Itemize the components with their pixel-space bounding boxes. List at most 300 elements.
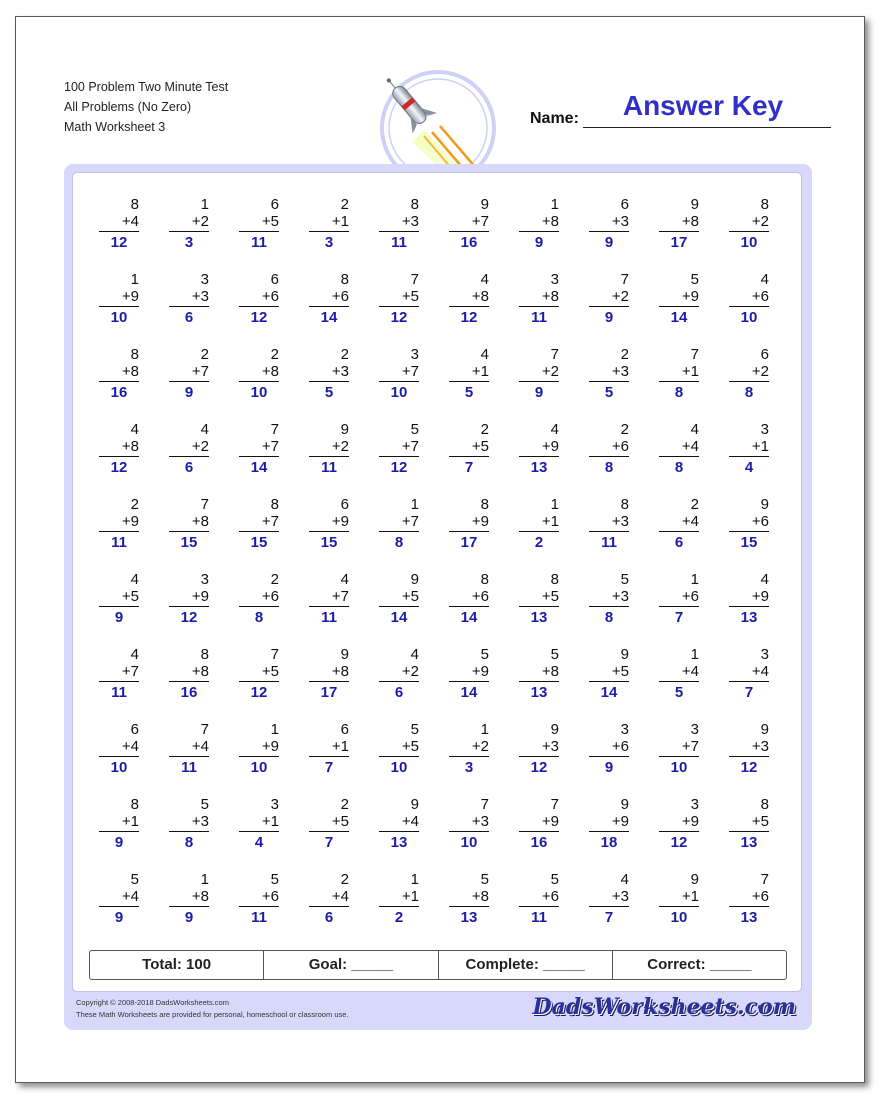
problem — [169, 196, 209, 251]
problem — [99, 196, 139, 251]
problem-top-number: 1 — [550, 196, 559, 213]
problem-top-number: 2 — [340, 196, 349, 213]
problem-top-number: 3 — [410, 346, 419, 363]
problem-top-number: 5 — [480, 871, 489, 888]
problem — [659, 421, 699, 476]
problem-top-number: 9 — [690, 196, 699, 213]
problem-top-number: 6 — [760, 346, 769, 363]
problem — [729, 646, 769, 701]
problem-answer: 12 — [390, 309, 408, 326]
problem-answer: 12 — [390, 459, 408, 476]
problem-answer: 11 — [111, 684, 127, 701]
problem-bottom-number: +3 — [589, 588, 629, 607]
problem-top-number: 2 — [270, 571, 279, 588]
problem — [519, 196, 559, 251]
problem — [309, 346, 349, 401]
problem-answer: 12 — [740, 759, 758, 776]
problem — [379, 346, 419, 401]
problem-answer: 5 — [674, 684, 684, 701]
problem-bottom-number: +3 — [729, 738, 769, 757]
problem-bottom-number: +7 — [449, 213, 489, 232]
problem-bottom-number: +4 — [309, 888, 349, 907]
problem-top-number: 6 — [270, 271, 279, 288]
problem-answer: 9 — [114, 609, 124, 626]
problem-top-number: 3 — [550, 271, 559, 288]
problem — [519, 421, 559, 476]
problem — [379, 721, 419, 776]
problem — [589, 571, 629, 626]
problem-answer: 7 — [324, 834, 334, 851]
problem-top-number: 4 — [130, 571, 139, 588]
problem — [309, 721, 349, 776]
problem — [659, 496, 699, 551]
problem — [239, 421, 279, 476]
problem — [169, 496, 209, 551]
dadsworksheets-logo: DadsWorksheets.com — [532, 994, 796, 1020]
problem-top-number: 6 — [270, 196, 279, 213]
problem-top-number: 5 — [200, 796, 209, 813]
problem-answer: 16 — [530, 834, 548, 851]
problem-answer: 3 — [464, 759, 474, 776]
problem-answer: 12 — [110, 234, 128, 251]
problem-top-number: 8 — [410, 196, 419, 213]
problem-bottom-number: +2 — [519, 363, 559, 382]
problem — [169, 871, 209, 926]
problem-top-number: 6 — [130, 721, 139, 738]
problem-bottom-number: +1 — [379, 888, 419, 907]
problem-bottom-number: +6 — [729, 513, 769, 532]
problem-top-number: 4 — [200, 421, 209, 438]
problem-answer: 9 — [114, 909, 124, 926]
problem-top-number: 9 — [480, 196, 489, 213]
problem-bottom-number: +4 — [659, 513, 699, 532]
problem-answer: 10 — [250, 759, 268, 776]
problem-top-number: 8 — [550, 571, 559, 588]
problem-answer: 9 — [604, 309, 614, 326]
problem-bottom-number: +9 — [449, 663, 489, 682]
problem-answer: 13 — [390, 834, 408, 851]
problem — [449, 346, 489, 401]
problem-bottom-number: +2 — [169, 438, 209, 457]
problem-top-number: 8 — [270, 496, 279, 513]
problem-bottom-number: +8 — [519, 663, 559, 682]
problem — [449, 646, 489, 701]
problem-answer: 6 — [184, 309, 194, 326]
problem-top-number: 2 — [270, 346, 279, 363]
problem-answer: 2 — [394, 909, 404, 926]
problem-answer: 11 — [531, 909, 547, 926]
problem — [99, 646, 139, 701]
problem-answer: 14 — [320, 309, 338, 326]
problem-top-number: 8 — [480, 571, 489, 588]
problem-top-number: 4 — [410, 646, 419, 663]
problem-bottom-number: +8 — [449, 888, 489, 907]
problem — [239, 571, 279, 626]
problem-top-number: 9 — [550, 721, 559, 738]
problem-bottom-number: +9 — [449, 513, 489, 532]
problem-bottom-number: +6 — [659, 588, 699, 607]
problem-answer: 9 — [534, 384, 544, 401]
problem-bottom-number: +9 — [99, 513, 139, 532]
problem-bottom-number: +4 — [659, 438, 699, 457]
problem-bottom-number: +5 — [379, 588, 419, 607]
problem-bottom-number: +4 — [99, 738, 139, 757]
problem-bottom-number: +8 — [169, 513, 209, 532]
problem-bottom-number: +1 — [309, 213, 349, 232]
problem-answer: 8 — [744, 384, 754, 401]
problem-answer: 6 — [674, 534, 684, 551]
problem — [99, 571, 139, 626]
correct-cell[interactable]: Correct: _____ — [647, 956, 752, 973]
problem-bottom-number: +6 — [239, 888, 279, 907]
problem-answer: 14 — [250, 459, 268, 476]
problem-bottom-number: +4 — [379, 813, 419, 832]
problem-top-number: 3 — [200, 271, 209, 288]
problem-top-number: 7 — [200, 496, 209, 513]
problem-top-number: 1 — [690, 571, 699, 588]
problem-answer: 6 — [394, 684, 404, 701]
problem-bottom-number: +5 — [379, 288, 419, 307]
problem-bottom-number: +7 — [169, 363, 209, 382]
problem-answer: 17 — [670, 234, 688, 251]
problem-bottom-number: +8 — [659, 213, 699, 232]
problem — [519, 346, 559, 401]
problem-bottom-number: +9 — [309, 513, 349, 532]
problem-bottom-number: +5 — [379, 738, 419, 757]
problem — [519, 271, 559, 326]
problem — [449, 871, 489, 926]
problem — [239, 271, 279, 326]
problem — [99, 496, 139, 551]
problem-top-number: 4 — [130, 421, 139, 438]
problem — [659, 271, 699, 326]
problem-answer: 8 — [604, 609, 614, 626]
problem-bottom-number: +3 — [589, 363, 629, 382]
problem-top-number: 4 — [760, 571, 769, 588]
problem-bottom-number: +5 — [589, 663, 629, 682]
problem-answer: 11 — [181, 759, 197, 776]
problem-top-number: 5 — [550, 871, 559, 888]
problem-bottom-number: +1 — [519, 513, 559, 532]
problem-answer: 13 — [740, 609, 758, 626]
problem-answer: 10 — [390, 759, 408, 776]
problem-bottom-number: +7 — [99, 663, 139, 682]
problem-answer: 9 — [604, 759, 614, 776]
name-line[interactable] — [583, 127, 831, 128]
problem-bottom-number: +2 — [379, 663, 419, 682]
problem-answer: 7 — [324, 759, 334, 776]
problem-bottom-number: +3 — [379, 213, 419, 232]
problem — [379, 271, 419, 326]
problem-bottom-number: +6 — [309, 288, 349, 307]
problem-answer: 12 — [180, 609, 198, 626]
complete-cell[interactable]: Complete: _____ — [439, 951, 613, 979]
problem-top-number: 4 — [690, 421, 699, 438]
problem-top-number: 7 — [200, 721, 209, 738]
problem-top-number: 2 — [620, 346, 629, 363]
problem-bottom-number: +9 — [659, 813, 699, 832]
problem-bottom-number: +9 — [729, 588, 769, 607]
problem — [309, 271, 349, 326]
problem-answer: 9 — [534, 234, 544, 251]
problem — [729, 571, 769, 626]
problem-bottom-number: +3 — [519, 738, 559, 757]
problem-top-number: 2 — [340, 871, 349, 888]
problem-answer: 17 — [320, 684, 338, 701]
problem — [309, 196, 349, 251]
problem-answer: 15 — [740, 534, 758, 551]
problem-bottom-number: +2 — [589, 288, 629, 307]
problem-top-number: 9 — [340, 421, 349, 438]
problem-bottom-number: +7 — [239, 438, 279, 457]
worksheet-number: Math Worksheet 3 — [64, 120, 166, 134]
problem-answer: 3 — [324, 234, 334, 251]
problem — [449, 421, 489, 476]
problem-answer: 11 — [601, 534, 617, 551]
problem-top-number: 9 — [760, 721, 769, 738]
worksheet-subtitle: All Problems (No Zero) — [64, 100, 192, 114]
problem-answer: 6 — [184, 459, 194, 476]
problem-answer: 9 — [184, 909, 194, 926]
problem-top-number: 1 — [410, 496, 419, 513]
problem — [729, 346, 769, 401]
problem-top-number: 1 — [550, 496, 559, 513]
problem — [239, 346, 279, 401]
problem-answer: 15 — [180, 534, 198, 551]
problem — [449, 271, 489, 326]
problem-bottom-number: +6 — [449, 588, 489, 607]
problem — [589, 346, 629, 401]
problem — [169, 646, 209, 701]
problem-bottom-number: +3 — [309, 363, 349, 382]
problem-answer: 3 — [184, 234, 194, 251]
problem-top-number: 5 — [130, 871, 139, 888]
problem — [589, 646, 629, 701]
problem — [449, 496, 489, 551]
problem-bottom-number: +1 — [239, 813, 279, 832]
problem-answer: 12 — [460, 309, 478, 326]
worksheet-header — [64, 77, 228, 137]
problem-top-number: 7 — [550, 346, 559, 363]
problem-bottom-number: +2 — [309, 438, 349, 457]
problem-answer: 13 — [740, 834, 758, 851]
problem-answer: 14 — [390, 609, 408, 626]
problem-answer: 8 — [604, 459, 614, 476]
problem-bottom-number: +5 — [239, 663, 279, 682]
problem — [589, 271, 629, 326]
problem-bottom-number: +5 — [99, 588, 139, 607]
problem — [449, 796, 489, 851]
problem-bottom-number: +8 — [99, 363, 139, 382]
total-cell: Total: 100 — [90, 951, 264, 979]
problem-answer: 7 — [674, 609, 684, 626]
problem-answer: 5 — [464, 384, 474, 401]
problem-top-number: 2 — [340, 346, 349, 363]
problem-top-number: 4 — [620, 871, 629, 888]
problem-bottom-number: +5 — [519, 588, 559, 607]
problem — [169, 796, 209, 851]
problem — [379, 646, 419, 701]
problem-top-number: 5 — [480, 646, 489, 663]
problem-bottom-number: +1 — [449, 363, 489, 382]
problem-bottom-number: +7 — [309, 588, 349, 607]
problem-bottom-number: +7 — [659, 738, 699, 757]
problem-top-number: 1 — [200, 196, 209, 213]
problem-bottom-number: +7 — [379, 438, 419, 457]
problem-top-number: 5 — [550, 646, 559, 663]
problems-frame — [64, 164, 812, 1030]
score-summary — [89, 950, 787, 980]
problem-bottom-number: +7 — [239, 513, 279, 532]
problem-top-number: 7 — [690, 346, 699, 363]
problem — [589, 871, 629, 926]
problem — [589, 496, 629, 551]
problem — [449, 721, 489, 776]
problem — [239, 871, 279, 926]
problem-bottom-number: +8 — [169, 888, 209, 907]
problem-top-number: 7 — [270, 421, 279, 438]
problem — [379, 196, 419, 251]
problem-bottom-number: +8 — [449, 288, 489, 307]
problem-bottom-number: +5 — [309, 813, 349, 832]
problem-grid — [64, 164, 812, 944]
problem-top-number: 7 — [620, 271, 629, 288]
problem — [309, 496, 349, 551]
problem-answer: 7 — [744, 684, 754, 701]
problem — [659, 796, 699, 851]
problem — [589, 196, 629, 251]
problem-top-number: 1 — [480, 721, 489, 738]
problem — [729, 196, 769, 251]
problem-answer: 13 — [530, 684, 548, 701]
problem-top-number: 5 — [270, 871, 279, 888]
problem — [379, 796, 419, 851]
problem-answer: 14 — [460, 684, 478, 701]
problem-bottom-number: +5 — [729, 813, 769, 832]
problem-bottom-number: +6 — [729, 288, 769, 307]
problem-answer: 11 — [531, 309, 547, 326]
problem-top-number: 8 — [130, 796, 139, 813]
problem-bottom-number: +4 — [729, 663, 769, 682]
problem-top-number: 7 — [480, 796, 489, 813]
problem — [729, 496, 769, 551]
problem-top-number: 9 — [410, 571, 419, 588]
footer-text — [76, 997, 349, 1021]
problem-top-number: 1 — [200, 871, 209, 888]
problem-bottom-number: +3 — [589, 888, 629, 907]
problem-answer: 18 — [600, 834, 618, 851]
problem-bottom-number: +7 — [379, 513, 419, 532]
problem-top-number: 8 — [130, 346, 139, 363]
problem-answer: 4 — [744, 459, 754, 476]
problem-answer: 12 — [530, 759, 548, 776]
problem-answer: 15 — [250, 534, 268, 551]
problem — [239, 496, 279, 551]
problem-bottom-number: +1 — [309, 738, 349, 757]
problem-bottom-number: +8 — [99, 438, 139, 457]
problem-answer: 7 — [604, 909, 614, 926]
problem-bottom-number: +3 — [449, 813, 489, 832]
problem-top-number: 3 — [620, 721, 629, 738]
problem — [99, 796, 139, 851]
problem — [659, 346, 699, 401]
problem — [379, 571, 419, 626]
problem — [729, 721, 769, 776]
problem-top-number: 2 — [340, 796, 349, 813]
problem-bottom-number: +3 — [589, 513, 629, 532]
problem — [309, 571, 349, 626]
problem-top-number: 4 — [550, 421, 559, 438]
problem-answer: 12 — [250, 309, 268, 326]
problem — [729, 796, 769, 851]
problem — [169, 271, 209, 326]
problem-answer: 14 — [460, 609, 478, 626]
problem-top-number: 3 — [760, 646, 769, 663]
problem-top-number: 9 — [760, 496, 769, 513]
problem — [729, 421, 769, 476]
problem-answer: 11 — [391, 234, 407, 251]
problem-bottom-number: +4 — [99, 213, 139, 232]
goal-cell[interactable]: Goal: _____ — [264, 951, 438, 979]
problem — [99, 346, 139, 401]
problem-top-number: 2 — [620, 421, 629, 438]
problem-answer: 11 — [111, 534, 127, 551]
problem-top-number: 1 — [270, 721, 279, 738]
problem-bottom-number: +4 — [99, 888, 139, 907]
problem-answer: 6 — [324, 909, 334, 926]
problem-bottom-number: +3 — [169, 813, 209, 832]
problem-answer: 10 — [670, 909, 688, 926]
problem-answer: 7 — [464, 459, 474, 476]
problem — [309, 646, 349, 701]
problem — [729, 871, 769, 926]
problem-bottom-number: +3 — [589, 213, 629, 232]
problem — [589, 721, 629, 776]
problem — [169, 721, 209, 776]
problem-top-number: 3 — [760, 421, 769, 438]
problem-bottom-number: +1 — [659, 888, 699, 907]
problem-answer: 9 — [184, 384, 194, 401]
problem-answer: 11 — [321, 459, 337, 476]
problem-top-number: 8 — [620, 496, 629, 513]
problem — [99, 871, 139, 926]
problem-answer: 16 — [110, 384, 128, 401]
problem-answer: 14 — [670, 309, 688, 326]
problem-answer: 10 — [110, 759, 128, 776]
problem-answer: 4 — [254, 834, 264, 851]
problem-bottom-number: +9 — [99, 288, 139, 307]
problem-top-number: 4 — [130, 646, 139, 663]
problem-bottom-number: +8 — [169, 663, 209, 682]
problem-top-number: 8 — [760, 196, 769, 213]
problem — [379, 871, 419, 926]
problem — [659, 871, 699, 926]
problem-top-number: 4 — [340, 571, 349, 588]
problem-answer: 8 — [394, 534, 404, 551]
problem-answer: 16 — [180, 684, 198, 701]
problem-top-number: 6 — [620, 196, 629, 213]
problem-answer: 13 — [460, 909, 478, 926]
problem — [239, 796, 279, 851]
usage-note: These Math Worksheets are provided for personal, homeschool or classroom use. — [76, 1010, 349, 1019]
problem-answer: 9 — [604, 234, 614, 251]
problem-answer: 12 — [110, 459, 128, 476]
problem-bottom-number: +6 — [239, 588, 279, 607]
problem-answer: 10 — [390, 384, 408, 401]
problem — [309, 796, 349, 851]
problem-bottom-number: +9 — [659, 288, 699, 307]
problem-bottom-number: +9 — [519, 438, 559, 457]
